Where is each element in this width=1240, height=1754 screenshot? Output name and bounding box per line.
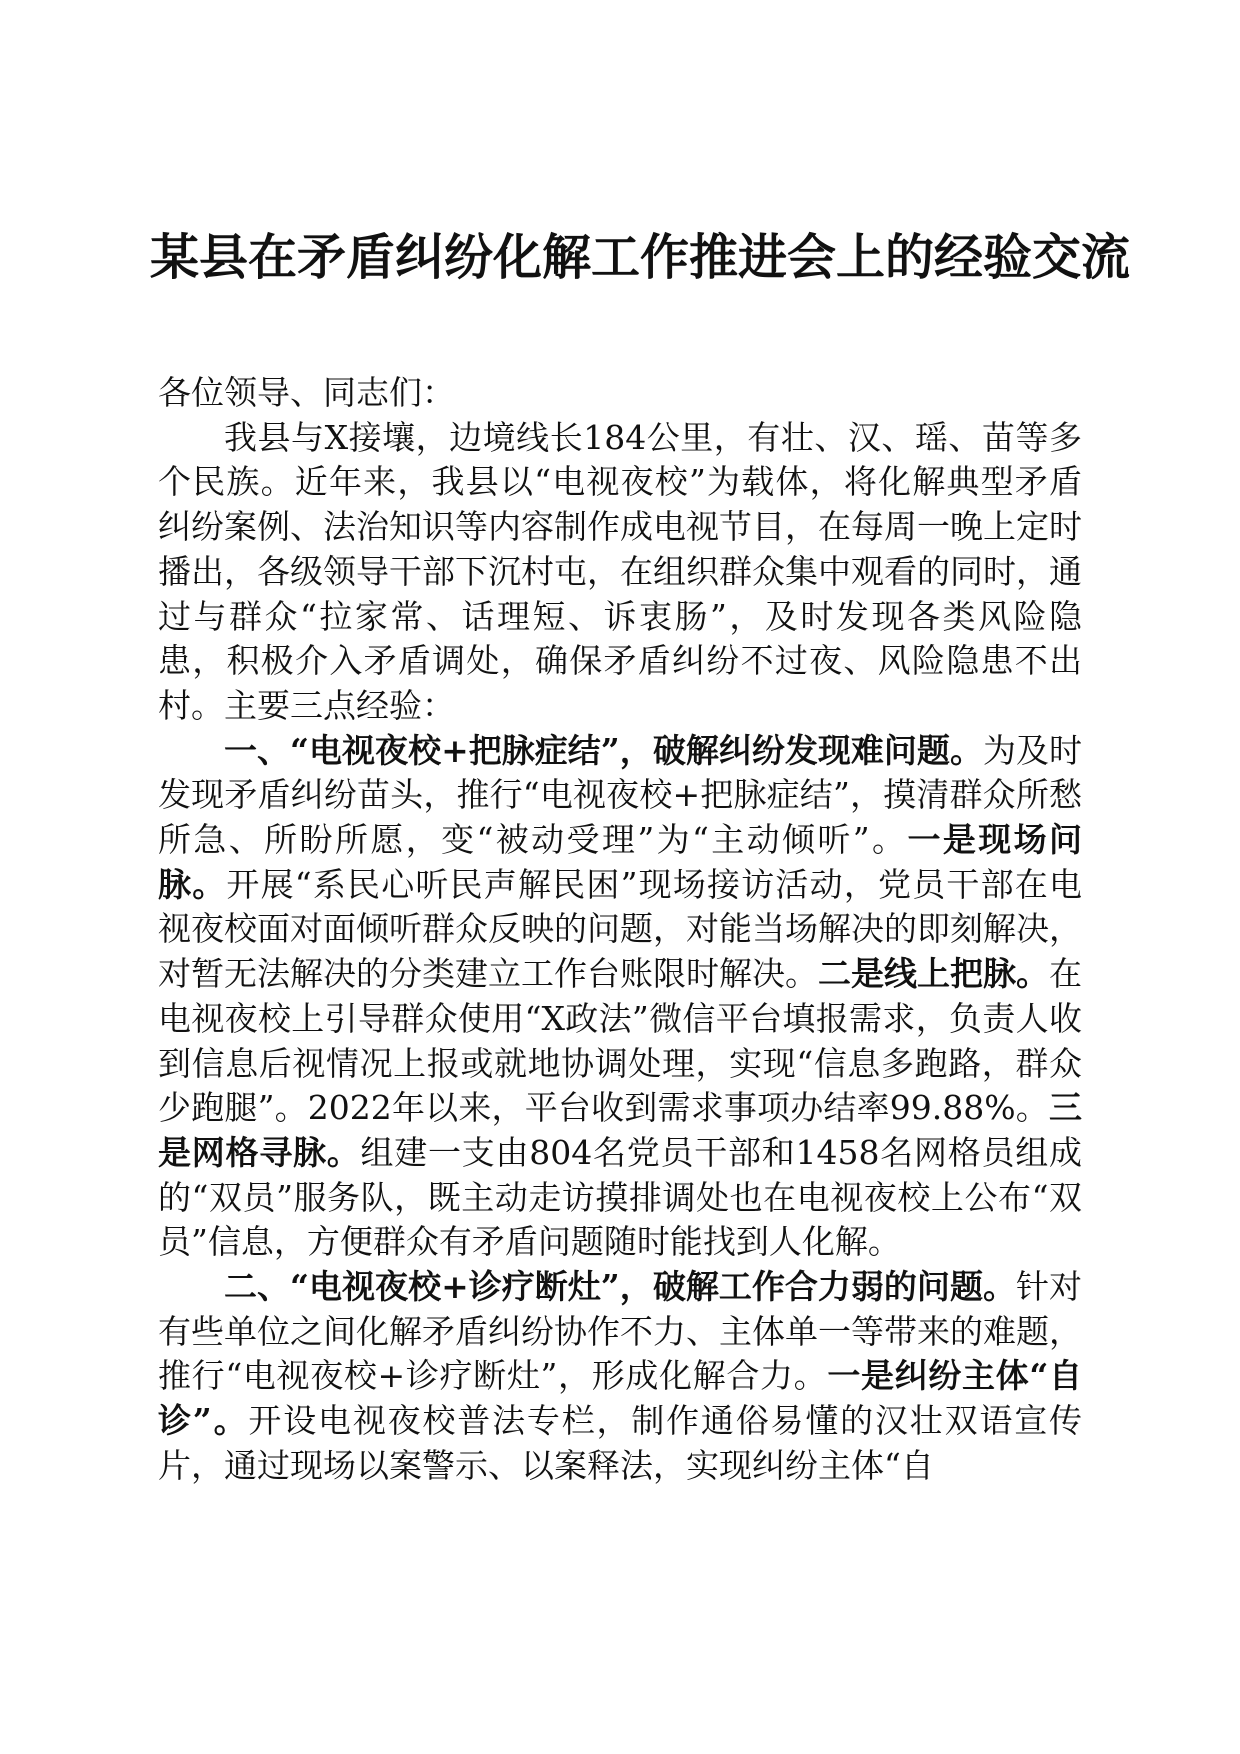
section-1-point-1-text: 开展“系民心听民声解民困”现场接访活动，党员干部在电视夜校面对面倾听群众反映的问题，对能当场解决的即刻解决，对暂无法解决的分类建立工作台账限时解决。 xyxy=(158,864,1082,994)
section-2-heading: 二、“电视夜校+诊疗断灶”，破解工作合力弱的问题。 xyxy=(224,1267,1016,1307)
section-2-paragraph xyxy=(158,1265,1082,1489)
section-1-heading: 一、“电视夜校+把脉症结”，破解纠纷发现难问题。 xyxy=(224,730,983,770)
section-1-point-2-label: 二是线上把脉。 xyxy=(818,954,1049,994)
section-1-point-3-label: 三是网格寻脉。 xyxy=(158,1088,1082,1172)
document-body xyxy=(158,371,1082,1489)
section-1-paragraph xyxy=(158,729,1082,1265)
section-2-point-1-label: 一是纠纷主体“自诊”。 xyxy=(158,1356,1082,1441)
document-title: 某县在矛盾纠纷化解工作推进会上的经验交流 xyxy=(150,228,1131,286)
section-2-point-1-text: 开设电视夜校普法专栏，制作通俗易懂的汉壮双语宣传片，通过现场以案警示、以案释法，实现纠纷主体“自 xyxy=(158,1401,1083,1485)
section-1-point-1-label: 一是现场问脉。 xyxy=(158,820,1083,904)
section-1-point-3-text: 组建一支由804名党员干部和1458名网格员组成的“双员”服务队，既主动走访摸排调处也在电视夜校上公布“双员”信息，方便群众有矛盾问题随时能找到人化解。 xyxy=(158,1132,1082,1262)
section-2-text: 针对有些单位之间化解矛盾纠纷协作不力、主体单一等带来的难题，推行“电视夜校+诊疗断灶”，形成化解合力。 xyxy=(158,1267,1082,1396)
salutation: 各位领导、同志们： xyxy=(158,373,455,412)
section-1-point-2-text: 在电视夜校上引导群众使用“X政法”微信平台填报需求，负责人收到信息后视情况上报或就地协调处理，实现“信息多跑路，群众少跑腿”。2022年以来，平台收到需求事项办结率99.88%。 xyxy=(158,954,1082,1128)
section-1-text: 为及时发现矛盾纠纷苗头，推行“电视夜校+把脉症结”，摸清群众所愁所急、所盼所愿，变“被动受理”为“主动倾听”。 xyxy=(158,730,1082,860)
intro-paragraph: 我县与X接壤，边境线长184公里，有壮、汉、瑶、苗等多个民族。近年来，我县以“电视夜校”为载体，将化解典型矛盾纠纷案例、法治知识等内容制作成电视节目，在每周一晚上定时播出，各级领导干部下沉村屯，在组织群众集中观看的同时，通过与群众“拉家常、话理短、诉衷肠”，及时发现各类风险隐患，积极介入矛盾调处，确保矛盾纠纷不过夜、风险隐患不出村。主要三点经验： xyxy=(158,417,1082,725)
